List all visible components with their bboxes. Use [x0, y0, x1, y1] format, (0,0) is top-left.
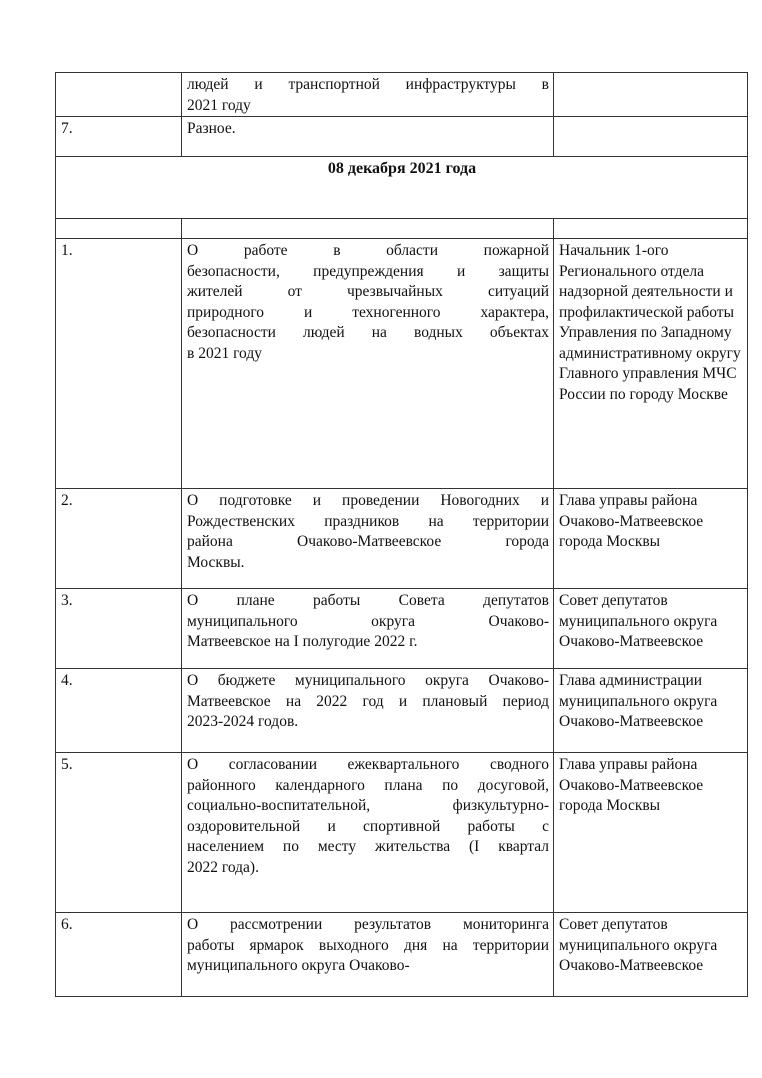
- item-responsible: Глава управы района Очаково-Матвеевское города Москвы: [554, 753, 748, 913]
- item-responsible: Совет депутатов муниципального округа Очаково-Матвеевское: [554, 913, 748, 997]
- item-responsible: Начальник 1-ого Регионального отдела надзорной деятельности и профилактической работы Управления по Западному административному округу Главного управления МЧС России по городу Москве: [554, 239, 748, 489]
- topic-line: 2022 года).: [187, 858, 259, 876]
- topic-line: безопасности, предупреждения и защиты: [187, 262, 549, 280]
- empty-row: [56, 219, 748, 239]
- item-responsible: [554, 117, 748, 157]
- item-number: [56, 73, 182, 117]
- topic-line: 2021 году: [187, 96, 251, 114]
- table-row: [56, 73, 748, 117]
- topic-line: О бюджете муниципального округа Очаково-: [187, 672, 549, 689]
- topic-line: муниципального округа Очаково-: [187, 957, 410, 974]
- topic-line: в 2021 году: [187, 344, 262, 362]
- date-header: 08 декабря 2021 года: [56, 157, 748, 219]
- item-topic: [182, 73, 554, 117]
- table-row: [56, 753, 748, 913]
- topic-line: района Очаково-Матвеевское города: [187, 533, 549, 550]
- topic-line: работы ярмарок выходного дня на территории: [187, 936, 549, 954]
- topic-line: Москвы.: [187, 553, 245, 571]
- empty-cell: [182, 219, 554, 239]
- topic-line: населением по месту жительства (I квартал: [187, 838, 549, 855]
- topic-line: людей и транспортной инфраструктуры в: [187, 76, 549, 93]
- item-number: 5.: [56, 753, 182, 913]
- item-responsible: Совет депутатов муниципального округа Очаково-Матвеевское: [554, 589, 748, 669]
- item-topic: [182, 117, 554, 157]
- item-responsible: Глава администрации муниципального округа Очаково-Матвеевское: [554, 669, 748, 753]
- topic-line: безопасности людей на водных объектах: [187, 324, 549, 341]
- item-number: 6.: [56, 913, 182, 997]
- topic-line: О работе в области пожарной: [187, 242, 549, 259]
- table-row: [56, 117, 748, 157]
- topic-line: Разное.: [187, 120, 236, 137]
- agenda-table: [55, 72, 748, 997]
- item-number: 2.: [56, 489, 182, 589]
- table-row: [56, 669, 748, 753]
- empty-cell: [554, 219, 748, 239]
- item-topic: [182, 589, 554, 669]
- table-row: [56, 589, 748, 669]
- item-number: 4.: [56, 669, 182, 753]
- topic-line: жителей от чрезвычайных ситуаций: [187, 283, 549, 300]
- empty-cell: [56, 219, 182, 239]
- item-topic: [182, 489, 554, 589]
- item-topic: [182, 753, 554, 913]
- item-topic: [182, 913, 554, 997]
- topic-line: муниципального округа Очаково-: [187, 612, 549, 630]
- topic-line: О плане работы Совета депутатов: [187, 592, 549, 609]
- item-number: 3.: [56, 589, 182, 669]
- topic-line: оздоровительной и спортивной работы с: [187, 817, 549, 835]
- topic-line: Матвеевское на I полугодие 2022 г.: [187, 633, 418, 650]
- item-number: 1.: [56, 239, 182, 489]
- topic-line: О рассмотрении результатов мониторинга: [187, 916, 549, 933]
- item-topic: [182, 669, 554, 753]
- agenda-table-body: [56, 73, 748, 997]
- topic-line: О подготовке и проведении Новогодних и: [187, 492, 549, 509]
- table-row: [56, 489, 748, 589]
- topic-line: Матвеевское на 2022 год и плановый период: [187, 692, 549, 710]
- item-responsible: Глава управы района Очаково-Матвеевское города Москвы: [554, 489, 748, 589]
- item-number: 7.: [56, 117, 182, 157]
- item-responsible: [554, 73, 748, 117]
- topic-line: социально-воспитательной, физкультурно-: [187, 797, 549, 814]
- table-row: [56, 913, 748, 997]
- date-header-row: [56, 157, 748, 219]
- topic-line: 2023-2024 годов.: [187, 713, 299, 730]
- topic-line: природного и техногенного характера,: [187, 303, 549, 321]
- topic-line: О согласовании ежеквартального сводного: [187, 756, 549, 773]
- item-topic: [182, 239, 554, 489]
- topic-line: Рождественских праздников на территории: [187, 512, 549, 530]
- table-row: [56, 239, 748, 489]
- topic-line: районного календарного плана по досуговой,: [187, 776, 549, 794]
